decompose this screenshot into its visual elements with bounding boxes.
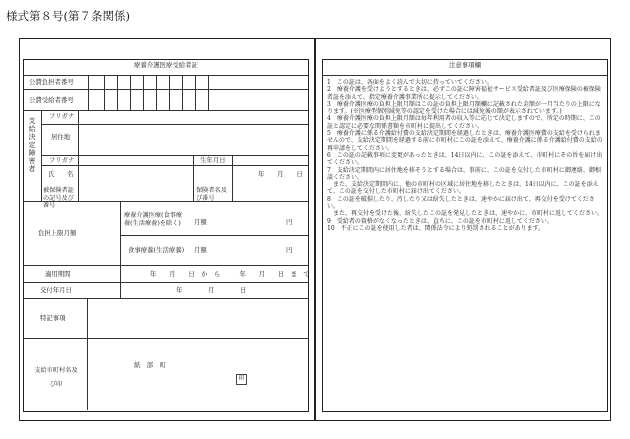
furigana-label-1: フリガナ [49, 112, 75, 120]
birthdate-value: 年 月 日 [258, 170, 303, 178]
note-item: また、再交付を受けた後、紛失したこの証を発見したときは、速やかに、市町村に返してください。 [327, 210, 604, 218]
period-label: 適用期間 [45, 270, 71, 278]
certificate-title: 療養介護医療受給者証 [134, 61, 198, 69]
note-item: また、支給決定期間内に、他の市町村の区域に居住地を移したときは、14日以内に、この証を添えて、この証を交付した市町村に届け出てください。 [327, 181, 599, 196]
public-recipient-number-label: 公費受給者番号 [29, 96, 74, 104]
public-payer-number-label: 公費負担者番号 [29, 78, 74, 86]
note-item: 6 この証の記載事項に変更があったときは、14日以内に、この証を添えて、市町村にその旨を届け出てください。 [327, 151, 603, 167]
recipient-group-label: 支給決定障害者 [28, 117, 36, 173]
limit-row2-monthly: 月額 [194, 246, 207, 254]
note-item: 1 この証は、各面をよく読んで大切に持っていてください。 [327, 79, 493, 86]
furigana-label-2: フリガナ [49, 156, 75, 164]
note-item: 5 療養介護に係る介護給付費の支給決定期間を経過したときは、療養介護医療費の支給を受けられませんので、支給決定期間を経過する前に市町村にこの証を添えて、療養介護に係る介護給付費の支給の再申請をしてください。 [327, 130, 603, 152]
note-item: 10 不正にこの証を使用した者は、関係法令により処罰されることがあります。 [327, 224, 545, 232]
note-item: 9 受給者の資格がなくなったときは、直ちに、この証を市町村に返してください。 [327, 217, 553, 225]
period-value: 年 月 日 か ら 年 月 日 ま で [150, 270, 310, 278]
note-item: 7 支給決定期間内に居住地を移そうとする場合は、事前に、この証を交付した市町村に御連絡、御相談ください。 [327, 166, 601, 181]
note-item: 2 療養介護を受けようとするときは、必ずこの証に障害福祉サービス受給者証及び医療保険の被保険者証を添えて、指定療養介護事業所に提示してください。 [327, 86, 601, 101]
note-item: 3 療養介護医療の負担上限月額はこの証の負担上限月額欄に記載された金額が一月当たりの上限になります。(※医療型個別減免等の認定を受けた場合には減免後の額が表示されています。) [327, 100, 601, 116]
limit-label: 負担上限月額 [38, 229, 77, 237]
limit-row2-yen: 円 [286, 246, 293, 254]
municipality-name: 紙 部 町 [134, 361, 166, 369]
limit-row1-yen: 円 [286, 218, 293, 226]
note-item: 4 療養介護医療の負担上限月額は毎年利用者の収入等に応じて決定しますので、所定の時期に、この証と認定に必要な関係書類を市町村に提出してください。 [327, 115, 601, 130]
seal-stamp: 印 [236, 374, 247, 385]
notes-list [327, 79, 603, 232]
note-item: 8 この証を破損したり、汚したり又は紛失したときは、速やかに届け出て、再交付を受けてください。 [327, 195, 595, 211]
birthdate-label: 生年月日 [200, 156, 226, 164]
limit-row1-label: 療養介護医療(食事療養(生活療養)を除く) [124, 212, 183, 227]
issue-date-value: 年 月 日 [176, 286, 247, 294]
municipality-label: 支給市町村名及び印 [34, 367, 78, 388]
issue-date-label: 交付年月日 [40, 286, 72, 294]
name-label: 氏 名 [48, 170, 74, 178]
insurer-label: 保険者名及び番号 [196, 187, 227, 202]
limit-row2-label: 食事療養(生活療養) [128, 246, 185, 254]
address-label: 居住地 [51, 133, 71, 141]
notes-title: 注意事項欄 [449, 61, 481, 69]
special-notes-label: 特記事項 [40, 314, 66, 322]
insured-cert-label: 被保険者証の記号及び番号 [43, 187, 74, 209]
form-number-label: 様式第８号(第７条関係) [6, 9, 130, 23]
limit-row1-monthly: 月額 [194, 218, 207, 226]
